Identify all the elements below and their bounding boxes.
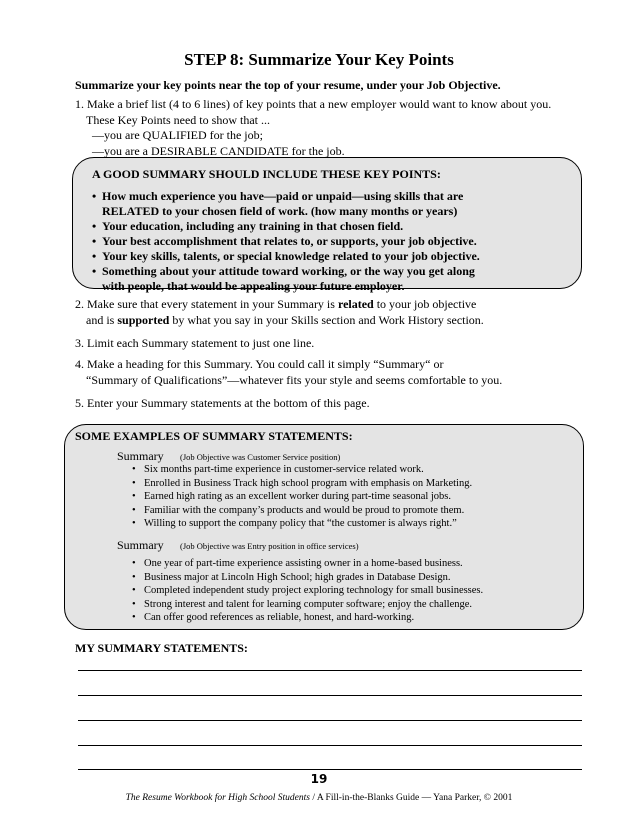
bullet: • — [92, 249, 97, 263]
bullet: • — [132, 612, 136, 623]
list-item — [132, 463, 472, 477]
examples-heading: SOME EXAMPLES OF SUMMARY STATEMENTS: — [75, 429, 353, 443]
list-item-text: Completed independent study project exploring technology for small businesses. — [144, 585, 484, 596]
list-item-text: Something about your attitude toward working, or the way you get along — [102, 264, 475, 278]
step-1-line: 1. Make a brief list (4 to 6 lines) of key points that a new employer would want to know about you. — [75, 97, 552, 111]
bullet: • — [92, 264, 97, 278]
list-item-text: Strong interest and talent for learning computer software; enjoy the challenge. — [144, 598, 473, 610]
page-title: STEP 8: Summarize Your Key Points — [184, 50, 454, 69]
bullet: • — [132, 571, 136, 583]
examples-list — [132, 463, 472, 531]
step-1 — [75, 97, 551, 159]
list-item — [92, 234, 480, 249]
bullet: • — [132, 558, 136, 569]
footer-credit: / A Fill-in-the-Blanks Guide — Yana Parker, © 2001 — [312, 793, 513, 803]
writing-line[interactable] — [78, 720, 582, 721]
footer — [0, 793, 638, 803]
bullet: • — [132, 477, 136, 489]
step-5: 5. Enter your Summary statements at the bottom of this page. — [75, 396, 370, 410]
step-2-emphasis: supported — [117, 312, 170, 327]
step-4 — [75, 357, 502, 388]
summary-note: (Job Objective was Customer Service position) — [180, 452, 341, 462]
list-item-text: with people, that would be appealing your future employer. — [102, 279, 405, 293]
list-item — [92, 219, 480, 234]
step-1-line: These Key Points need to show that ... — [86, 112, 270, 127]
my-summary-heading: MY SUMMARY STATEMENTS: — [75, 641, 248, 655]
list-item — [132, 611, 483, 625]
step-2-text: to your job objective — [373, 297, 477, 311]
list-item — [132, 490, 472, 504]
step-2 — [75, 297, 484, 328]
list-item — [132, 571, 483, 585]
footer-book-title: The Resume Workbook for High School Students — [125, 793, 310, 803]
step-2-text: by what you say in your Skills section and Work History section. — [169, 312, 484, 327]
key-points-list — [92, 189, 480, 294]
writing-line[interactable] — [78, 769, 582, 770]
summary-label: Summary — [117, 449, 164, 463]
bullet: • — [132, 518, 136, 529]
list-item — [132, 517, 472, 531]
page-subtitle: Summarize your key points near the top of your resume, under your Job Objective. — [75, 78, 501, 92]
list-item-text: One year of part-time experience assisting owner in a home-based business. — [144, 558, 463, 569]
step-4-line: “Summary of Qualifications”—whatever fits your style and seems comfortable to you. — [86, 372, 503, 387]
page-number: 19 — [310, 772, 328, 786]
list-item — [132, 504, 472, 518]
list-item-text: Your education, including any training in that chosen field. — [102, 219, 404, 233]
list-item — [92, 264, 480, 294]
bullet: • — [92, 219, 97, 233]
list-item-text: How much experience you have—paid or unpaid—using skills that are — [102, 189, 464, 203]
step-4-line: 4. Make a heading for this Summary. You could call it simply “Summary“ or — [75, 357, 444, 371]
list-item-text: Enrolled in Business Track high school program with emphasis on Marketing. — [144, 477, 473, 489]
list-item-text: Can offer good references as reliable, honest, and hard-working. — [144, 612, 415, 623]
step-1-line: —you are a DESIRABLE CANDIDATE for the job. — [92, 143, 345, 158]
key-points-heading: A GOOD SUMMARY SHOULD INCLUDE THESE KEY POINTS: — [92, 167, 441, 181]
list-item-text: Familiar with the company’s products and would be proud to promote them. — [144, 504, 465, 516]
step-2-text: 2. Make sure that every statement in your Summary is — [75, 297, 338, 311]
summary-note: (Job Objective was Entry position in office services) — [180, 541, 359, 551]
list-item-text: Your key skills, talents, or special knowledge related to your job objective. — [102, 249, 480, 263]
list-item — [92, 189, 480, 219]
list-item-text: Earned high rating as an excellent worker during part-time seasonal jobs. — [144, 491, 452, 502]
list-item — [132, 557, 483, 571]
list-item-text: RELATED to your chosen field of work. (how many months or years) — [102, 204, 458, 218]
writing-line[interactable] — [78, 670, 582, 671]
list-item-text: Business major at Lincoln High School; high grades in Database Design. — [144, 571, 451, 583]
summary-label: Summary — [117, 538, 164, 552]
step-1-line: —you are QUALIFIED for the job; — [92, 128, 263, 142]
list-item — [132, 598, 483, 612]
bullet: • — [92, 234, 97, 248]
writing-line[interactable] — [78, 695, 582, 696]
bullet: • — [132, 598, 136, 610]
bullet: • — [132, 504, 136, 516]
step-2-text: and is — [86, 312, 118, 327]
bullet: • — [132, 491, 136, 502]
list-item — [132, 477, 472, 491]
bullet: • — [92, 189, 97, 203]
writing-line[interactable] — [78, 745, 582, 746]
bullet: • — [132, 585, 136, 596]
list-item-text: Willing to support the company policy that “the customer is always right.” — [144, 518, 457, 529]
step-2-emphasis: related — [337, 297, 374, 311]
step-3: 3. Limit each Summary statement to just one line. — [75, 336, 315, 350]
list-item — [92, 249, 480, 264]
bullet: • — [132, 464, 136, 475]
examples-list — [132, 557, 483, 625]
list-item-text: Six months part-time experience in customer-service related work. — [144, 464, 424, 475]
list-item — [132, 584, 483, 598]
list-item-text: Your best accomplishment that relates to, or supports, your job objective. — [102, 234, 477, 248]
